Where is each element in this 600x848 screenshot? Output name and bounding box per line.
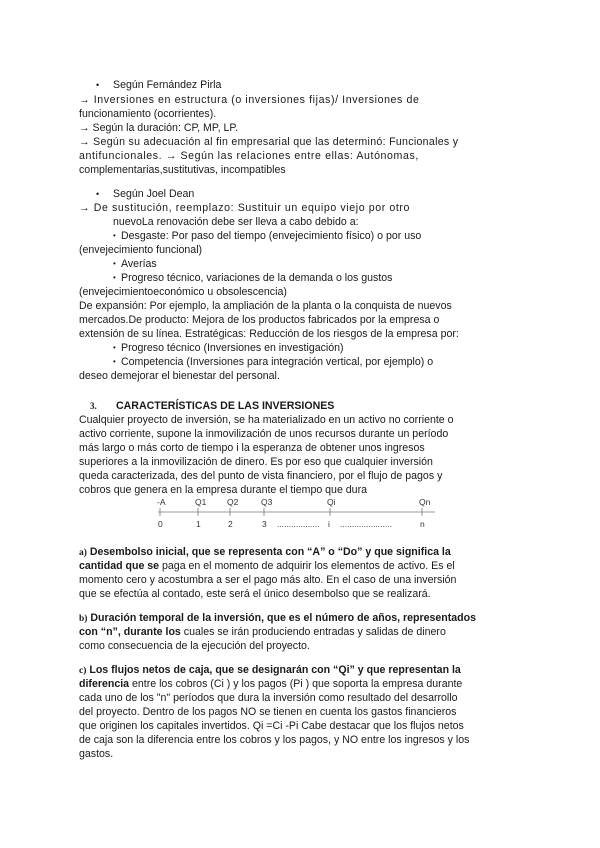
item-a-bold-2: cantidad que se [79,560,160,572]
sec1-line-6: complementarias,sustitutivas, incompatibles [79,164,286,176]
section-number: 3. [90,401,97,411]
item-b-bold-1: Duración temporal de la inversión, que es el número de años, representados [90,612,477,624]
item-a-line-2 [79,559,455,574]
cash-flow-timeline [150,495,450,531]
timeline-ellipsis: ...................... [340,519,392,529]
sub-bullet-icon: • [113,357,116,366]
timeline-top-label: -A [157,497,166,507]
sec2-line-2: nuevoLa renovación debe ser lleva a cabo debido a: [113,216,359,228]
timeline-bottom-label: 3 [262,519,267,529]
sec2-line-10: extensión de su línea. Estratégicas: Reducción de los riesgos de la empresa por: [79,328,459,340]
sec2-line-8: De expansión: Por ejemplo, la ampliación de la planta o la conquista de nuevos [79,300,452,312]
timeline-bottom-label: n [420,519,425,529]
sec1-line-3: → Según la duración: CP, MP, LP. [79,122,239,134]
section-title: CARACTERÍSTICAS DE LAS INVERSIONES [116,400,335,412]
item-a-bold-1: Desembolso inicial, que se representa con “A” o “Do” y que significa la [89,546,451,558]
item-a-marker: a) [79,548,87,558]
item-b-marker: b) [79,614,88,624]
timeline-ellipsis: .................. [277,519,320,529]
timeline-top-label: Q3 [261,497,273,507]
sec2-line-13: deseo demejorar el bienestar del personal. [79,370,280,382]
item-b-rest-2: cuales se irán produciendo entradas y salidas de dinero [180,626,446,638]
sec2-line-7: (envejecimientoeconómico u obsolescencia) [79,286,287,298]
sub-bullet-icon: • [113,259,116,268]
sub-bullet-icon: • [113,273,116,282]
item-c-bold-1: Los flujos netos de caja, que se designarán con “Qi” y que representan la [89,664,461,676]
item-c-bold-2: diferencia [79,678,130,690]
timeline-top-label: Qn [419,497,431,507]
section-heading [90,400,334,412]
sec2-line-6: Progreso técnico, variaciones de la demanda o los gustos [121,272,393,284]
item-c-marker: c) [79,666,87,676]
sec2-line-11: Progreso técnico (Inversiones en investigación) [121,342,344,354]
item-c-line-4: del proyecto. Dentro de los pagos NO se tienen en cuenta los gastos financieros [79,706,457,718]
timeline-top-label: Q2 [227,497,239,507]
sec3-line-4: superiores a la inmovilización de dinero. Es por eso que cualquier inversión [79,456,433,468]
sec3-line-6: cobros que genera en la empresa durante el tiempo que dura [79,484,367,496]
sec3-line-1: Cualquier proyecto de inversión, se ha materializado en un activo no corriente o [79,414,454,426]
item-a-line-3: momento cero y acostumbra a ser el pago más alto. En el caso de una inversión [79,574,457,586]
item-b-line-3: como consecuencia de la ejecución del proyecto. [79,640,310,652]
sec1-line-2: funcionamiento (ocorrientes). [79,108,217,120]
timeline-bottom-label: 1 [196,519,201,529]
sec2-line-3: Desgaste: Por paso del tiempo (envejecimiento físico) o por uso [121,230,422,242]
sec3-line-5: queda caracterizada, des del punto de vista financiero, por el flujo de pagos y [79,470,443,482]
sec1-line-5: antifuncionales. → Según las relaciones entre ellas: Autónomas, [79,150,419,162]
item-c-line-5: que originen los capitales invertidos. Qi =Ci -Pi Cabe destacar que los flujos netos [79,720,464,732]
item-c-line-2 [79,677,462,692]
bullet-fernandez-pirla: Según Fernández Pirla [113,79,222,91]
timeline-top-label: Qi [327,497,336,507]
bullet-icon: • [96,80,100,90]
item-a-line-4: que se efectúa al contado, este será el único desembolso que se realizará. [79,588,431,600]
item-c-rest-2: entre los cobros (Ci ) y los pagos (Pi ) que soporta la empresa durante [129,678,463,690]
sec1-line-4: → Según su adecuación al fin empresarial que las determinó: Funcionales y [79,136,459,148]
sec2-line-12: Competencia (Inversiones para integración vertical, por ejemplo) o [121,356,434,368]
timeline-top-label: Q1 [195,497,207,507]
item-b-line-2 [79,625,446,640]
sec2-line-4: (envejecimiento funcional) [79,244,203,256]
bullet-icon: • [96,189,100,199]
item-c-line-3: cada uno de los "n" períodos que dura la inversión como resultado del desarrollo [79,692,458,704]
timeline-svg [150,495,450,531]
item-c-line-7: gastos. [79,748,114,760]
item-c-line-6: de caja son la diferencia entre los cobros y los pagos, y NO entre los ingresos y los [79,734,470,746]
item-b-bold-2: con “n”, durante los [79,626,181,638]
sec2-line-9: mercados.De producto: Mejora de los productos fabricados por la empresa o [79,314,440,326]
item-a-rest-2: paga en el momento de adquirir los elementos de activo. Es el [159,560,455,572]
sec3-line-3: más largo o más corto de tiempo i la esperanza de obtener unos ingresos [79,442,425,454]
timeline-bottom-label: i [328,519,330,529]
sec1-line-1: → Inversiones en estructura (o inversiones fijas)/ Inversiones de [79,94,420,106]
timeline-bottom-label: 0 [158,519,163,529]
sec2-line-5: Averías [121,258,157,270]
bullet-joel-dean: Según Joel Dean [113,188,195,200]
timeline-bottom-label: 2 [228,519,233,529]
sec2-line-1: → De sustitución, reemplazo: Sustituir un equipo viejo por otro [79,202,411,214]
sub-bullet-icon: • [113,343,116,352]
sub-bullet-icon: • [113,231,116,240]
sec3-line-2: activo corriente, supone la inmovilización de unos recursos durante un período [79,428,449,440]
